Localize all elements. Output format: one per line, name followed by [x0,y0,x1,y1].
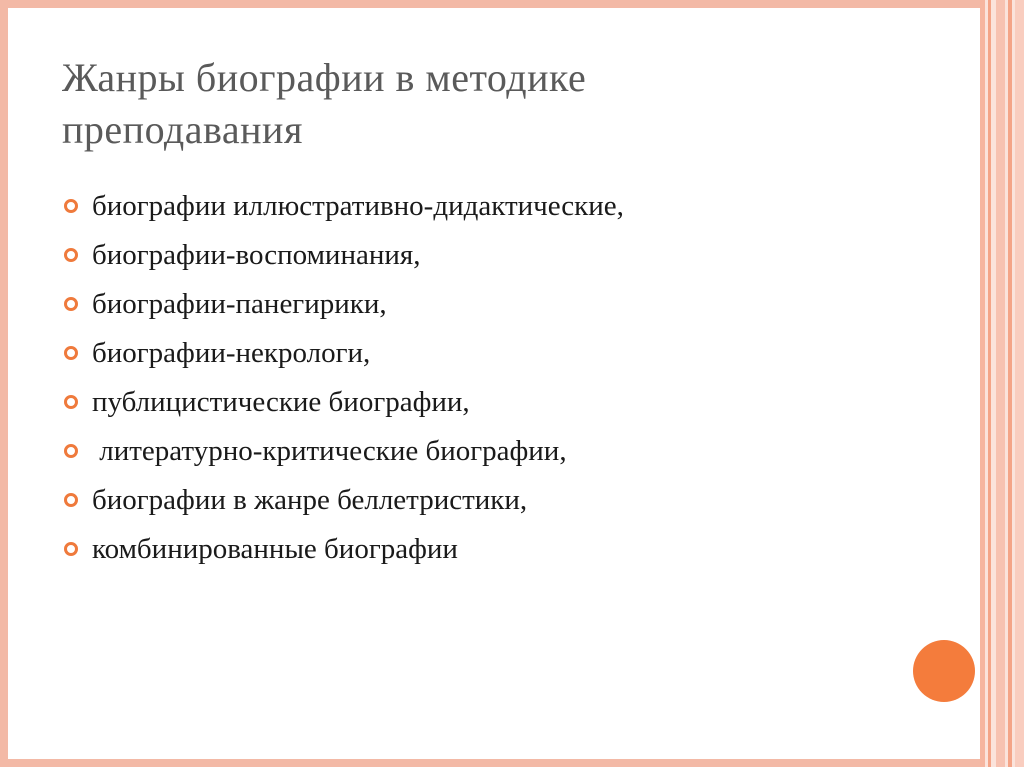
ring-bullet-icon [64,199,78,213]
list-item [62,280,942,329]
list-item-text: биографии иллюстративно-дидактические, [92,190,624,222]
ring-bullet-icon [64,297,78,311]
list-item [62,378,942,427]
right-stripe [1015,0,1024,767]
ring-bullet-icon [64,248,78,262]
slide-title-line: Жанры биографии в методике [62,55,587,100]
ring-bullet-icon [64,346,78,360]
list-item-text: биографии-некрологи, [92,337,371,369]
list-item [62,231,942,280]
list-item-text: биографии-панегирики, [92,288,387,320]
slide-title [62,52,942,156]
list-item [62,525,942,574]
genre-list [62,182,942,574]
list-item [62,476,942,525]
ring-bullet-icon [64,444,78,458]
orange-circle-decoration-icon [913,640,975,702]
ring-bullet-icon [64,493,78,507]
right-stripe [988,0,991,767]
frame-left-border [0,0,8,767]
frame-top-border [0,0,1024,8]
list-item-text: комбинированные биографии [92,533,458,565]
ring-bullet-icon [64,395,78,409]
list-item [62,427,942,476]
list-item-text: биографии в жанре беллетристики, [92,484,528,516]
frame-bottom-border [0,759,1024,767]
list-item-text: литературно-критические биографии, [92,435,567,467]
list-item [62,182,942,231]
ring-bullet-icon [64,542,78,556]
right-stripe [1008,0,1012,767]
right-stripe [996,0,1005,767]
slide-title-line: преподавания [62,107,303,152]
list-item-text: биографии-воспоминания, [92,239,421,271]
right-stripe [980,0,985,767]
list-item-text: публицистические биографии, [92,386,470,418]
list-item [62,329,942,378]
